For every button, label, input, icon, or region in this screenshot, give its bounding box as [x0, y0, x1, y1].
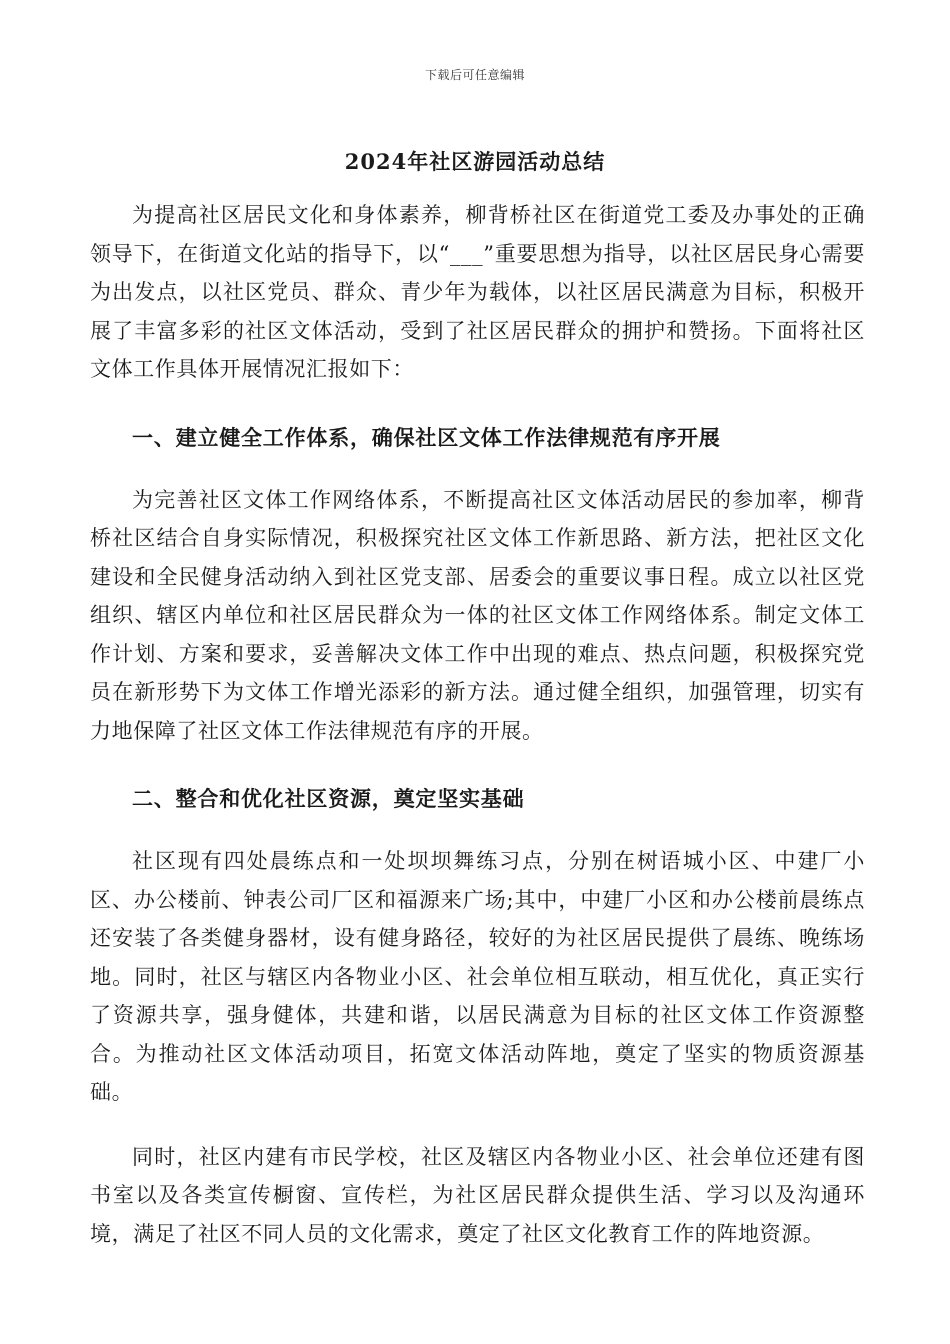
document-title: 2024年社区游园活动总结	[344, 149, 606, 174]
intro-paragraph: 为提高社区居民文化和身体素养，柳背桥社区在街道党工委及办事处的正确领导下，在街道文化站的指导下，以“___”重要思想为指导，以社区居民身心需要为出发点，以社区党员、群众、青少年为载体，以社区居民满意为目标，积极开展了丰富多彩的社区文体活动，受到了社区居民群众的拥护和赞扬。下面将社区文体工作具体开展情况汇报如下：	[90, 203, 865, 381]
section-heading-1: 一、建立健全工作体系，确保社区文体工作法律规范有序开展	[132, 424, 721, 450]
document-body	[90, 196, 865, 1277]
section-2-paragraph-2: 同时，社区内建有市民学校，社区及辖区内各物业小区、社会单位还建有图书室以及各类宣传橱窗、宣传栏，为社区居民群众提供生活、学习以及沟通环境，满足了社区不同人员的文化需求，奠定了社区文化教育工作的阵地资源。	[90, 1144, 865, 1246]
header-note: 下载后可任意编辑	[424, 68, 525, 82]
section-1-paragraph-1: 为完善社区文体工作网络体系，不断提高社区文体活动居民的参加率，柳背桥社区结合自身实际情况，积极探究社区文体工作新思路、新方法，把社区文化建设和全民健身活动纳入到社区党支部、居委会的重要议事日程。成立以社区党组织、辖区内单位和社区居民群众为一体的社区文体工作网络体系。制定文体工作计划、方案和要求，妥善解决文体工作中出现的难点、热点问题，积极探究党员在新形势下为文体工作增光添彩的新方法。通过健全组织，加强管理，切实有力地保障了社区文体工作法律规范有序的开展。	[90, 487, 865, 743]
section-2-paragraph-1: 社区现有四处晨练点和一处坝坝舞练习点，分别在树语城小区、中建厂小区、办公楼前、钟表公司厂区和福源来广场;其中，中建厂小区和办公楼前晨练点还安装了各类健身器材，设有健身路径，较好的为社区居民提供了晨练、晚练场地。同时，社区与辖区内各物业小区、社会单位相互联动，相互优化，真正实行了资源共享，强身健体，共建和谐，以居民满意为目标的社区文体工作资源整合。为推动社区文体活动项目，拓宽文体活动阵地，奠定了坚实的物质资源基础。	[90, 849, 865, 1104]
section-heading-2: 二、整合和优化社区资源，奠定坚实基础	[132, 786, 525, 811]
